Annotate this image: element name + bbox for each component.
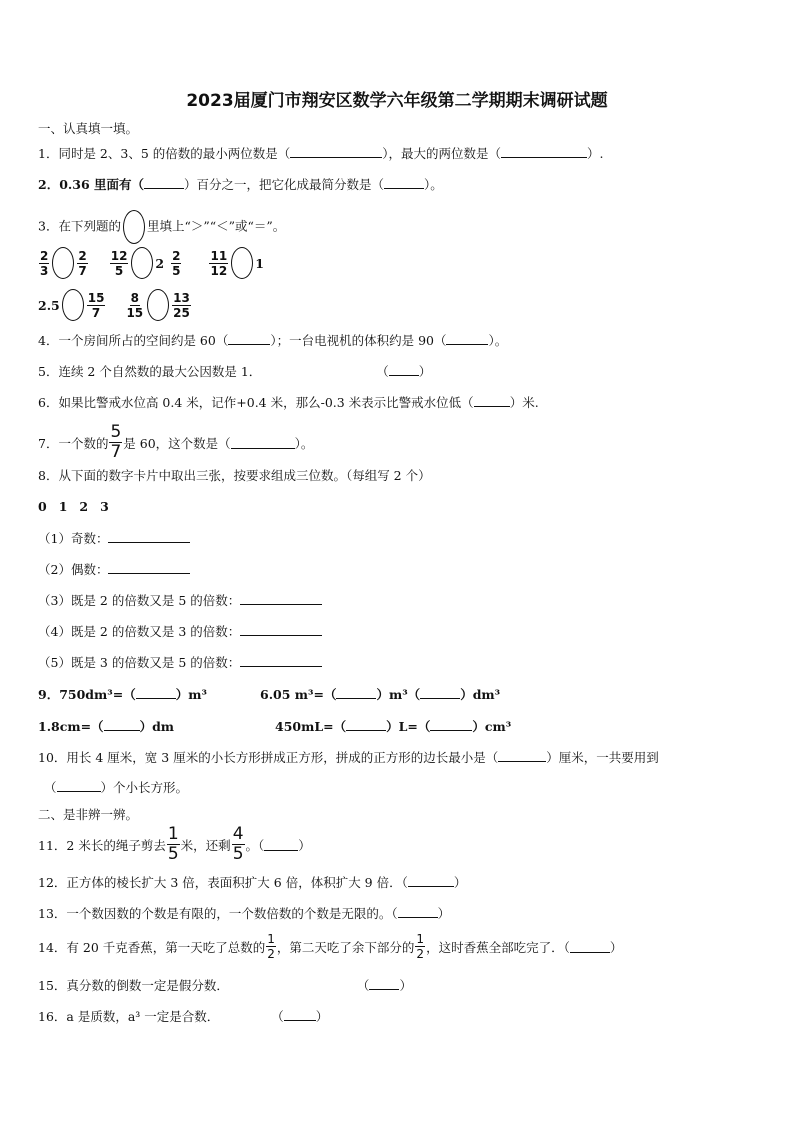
question-16: 16．a 是质数，a³ 一定是合数． （ ）: [38, 1009, 329, 1024]
fraction: $\frac{1}{2}$: [267, 932, 275, 961]
fraction: $\frac{2}{7}$: [78, 248, 87, 278]
answer-blank[interactable]: [108, 530, 190, 543]
question-1: 1．同时是 2、3、5 的倍数的最小两位数是（ ），最大的两位数是（ ）.: [38, 146, 604, 161]
question-3-row-2: [38, 289, 212, 321]
question-9-d: 450mL=（ ）L=（ ）cm³: [275, 719, 512, 734]
comparison-item: $\frac{12}{5}$ 2: [110, 248, 165, 278]
fraction: $\frac{11}{12}$: [210, 248, 228, 278]
fraction: $\frac{2}{5}$: [172, 248, 181, 278]
comparison-item: [38, 247, 89, 279]
comparison-item: [170, 250, 182, 277]
answer-blank[interactable]: [446, 332, 488, 345]
question-10: 10．用长 4 厘米，宽 3 厘米的小长方形拼成正方形，拼成的正方形的边长最小是（ ）厘米，一共要用到: [38, 750, 659, 765]
answer-blank[interactable]: [408, 874, 454, 887]
fraction: $\frac{13}{25}$: [173, 290, 190, 320]
question-3: 3．在下列题的 里填上“＞”“＜”或“＝”。: [38, 210, 285, 244]
answer-blank[interactable]: [240, 654, 322, 667]
fraction: $\frac{1}{2}$: [416, 932, 425, 961]
answer-blank[interactable]: [430, 718, 472, 731]
question-8-part-4: （4）既是 2 的倍数又是 3 的倍数：: [38, 623, 322, 641]
comparison-circle: [123, 210, 145, 244]
section-heading-2: 二、是非辨一辨。: [38, 807, 139, 822]
page-title: 2023届厦门市翔安区数学六年级第二学期期末调研试题: [186, 91, 608, 111]
question-13: 13．一个数因数的个数是有限的，一个数倍数的个数是无限的。（ ）: [38, 906, 451, 921]
fraction: $\frac{15}{7}$: [87, 290, 105, 320]
comparison-circle[interactable]: [62, 289, 84, 321]
question-9-a: 9．750dm³=（ ）m³: [38, 687, 207, 702]
question-11: 11．2 米长的绳子剪去 $\frac{1}{5}$ 米，还剩 $\frac{4}{5}$ 。（ ）: [38, 824, 311, 864]
answer-blank[interactable]: [228, 332, 270, 345]
fraction: $\frac{5}{7}$: [110, 422, 122, 462]
answer-blank[interactable]: [57, 779, 101, 792]
question-14: 14．有 20 千克香蕉，第一天吃了总数的 $\frac{1}{2}$ ，第二天吃了余下部分的 $\frac{1}{2}$ ，这时香蕉全部吃完了．（ ）: [38, 932, 623, 961]
question-8-part-5: （5）既是 3 的倍数又是 5 的倍数：: [38, 654, 322, 672]
section-heading-1: 一、认真填一填。: [38, 121, 139, 136]
question-8-part-3: （3）既是 2 的倍数又是 5 的倍数：: [38, 592, 322, 610]
fraction: $\frac{1}{5}$: [167, 824, 179, 864]
answer-blank[interactable]: [420, 686, 460, 699]
question-3-row-1: [38, 247, 284, 279]
comparison-item: [124, 289, 191, 321]
answer-blank[interactable]: [346, 718, 386, 731]
answer-blank[interactable]: [240, 592, 322, 605]
answer-blank[interactable]: [240, 623, 322, 636]
answer-blank[interactable]: [231, 436, 295, 449]
question-4: 4．一个房间所占的空间约是 60（ ）；一台电视机的体积约是 90（ ）。: [38, 333, 508, 348]
fraction: $\frac{12}{5}$: [110, 248, 128, 278]
answer-blank[interactable]: [570, 940, 610, 953]
question-9-b: 6.05 m³=（ ）m³（ ）dm³: [260, 687, 501, 702]
comparison-item: $\frac{11}{12}$ 1: [210, 248, 264, 278]
answer-blank[interactable]: [136, 686, 176, 699]
question-8-part-2: （2）偶数：: [38, 561, 190, 579]
fraction: $\frac{8}{15}$: [126, 290, 144, 320]
digit-cards: 0 1 2 3: [38, 499, 109, 514]
comparison-circle[interactable]: [147, 289, 169, 321]
comparison-circle[interactable]: [231, 247, 253, 279]
question-2: 2．0.36 里面有（ ）百分之一，把它化成最简分数是（ ）。: [38, 177, 443, 192]
answer-blank[interactable]: [369, 977, 399, 990]
question-7: 7．一个数的 $\frac{5}{7}$ 是 60，这个数是（ ）。: [38, 422, 314, 462]
answer-blank[interactable]: [104, 718, 140, 731]
comparison-item: 2.5 $\frac{15}{7}$: [38, 290, 105, 320]
answer-blank[interactable]: [284, 1008, 316, 1021]
fraction: $\frac{4}{5}$: [232, 824, 244, 864]
comparison-circle[interactable]: [131, 247, 153, 279]
answer-blank[interactable]: [398, 905, 438, 918]
question-10-cont: （ ）个小长方形。: [44, 780, 189, 795]
question-9-c: 1.8cm=（ ）dm: [38, 719, 175, 734]
fraction: $\frac{2}{3}$: [40, 248, 49, 278]
question-8: 8．从下面的数字卡片中取出三张，按要求组成三位数。（每组写 2 个）: [38, 468, 431, 483]
question-8-part-1: （1）奇数：: [38, 530, 190, 548]
answer-blank[interactable]: [108, 561, 190, 574]
question-15: 15．真分数的倒数一定是假分数． （ ）: [38, 978, 412, 993]
question-12: 12．正方体的棱长扩大 3 倍，表面积扩大 6 倍，体积扩大 9 倍．（ ）: [38, 875, 467, 890]
answer-blank[interactable]: [264, 838, 298, 851]
answer-blank[interactable]: [290, 145, 382, 158]
answer-blank[interactable]: [336, 686, 376, 699]
answer-blank[interactable]: [389, 363, 419, 376]
question-5: 5．连续 2 个自然数的最大公因数是 1． （ ）: [38, 364, 432, 379]
comparison-circle[interactable]: [52, 247, 74, 279]
answer-blank[interactable]: [384, 176, 424, 189]
answer-blank[interactable]: [474, 394, 510, 407]
answer-blank[interactable]: [501, 145, 587, 158]
question-6: 6．如果比警戒水位高 0.4 米，记作+0.4 米，那么-0.3 米表示比警戒水位低（ ）米.: [38, 395, 539, 410]
answer-blank[interactable]: [498, 749, 546, 762]
answer-blank[interactable]: [144, 176, 184, 189]
